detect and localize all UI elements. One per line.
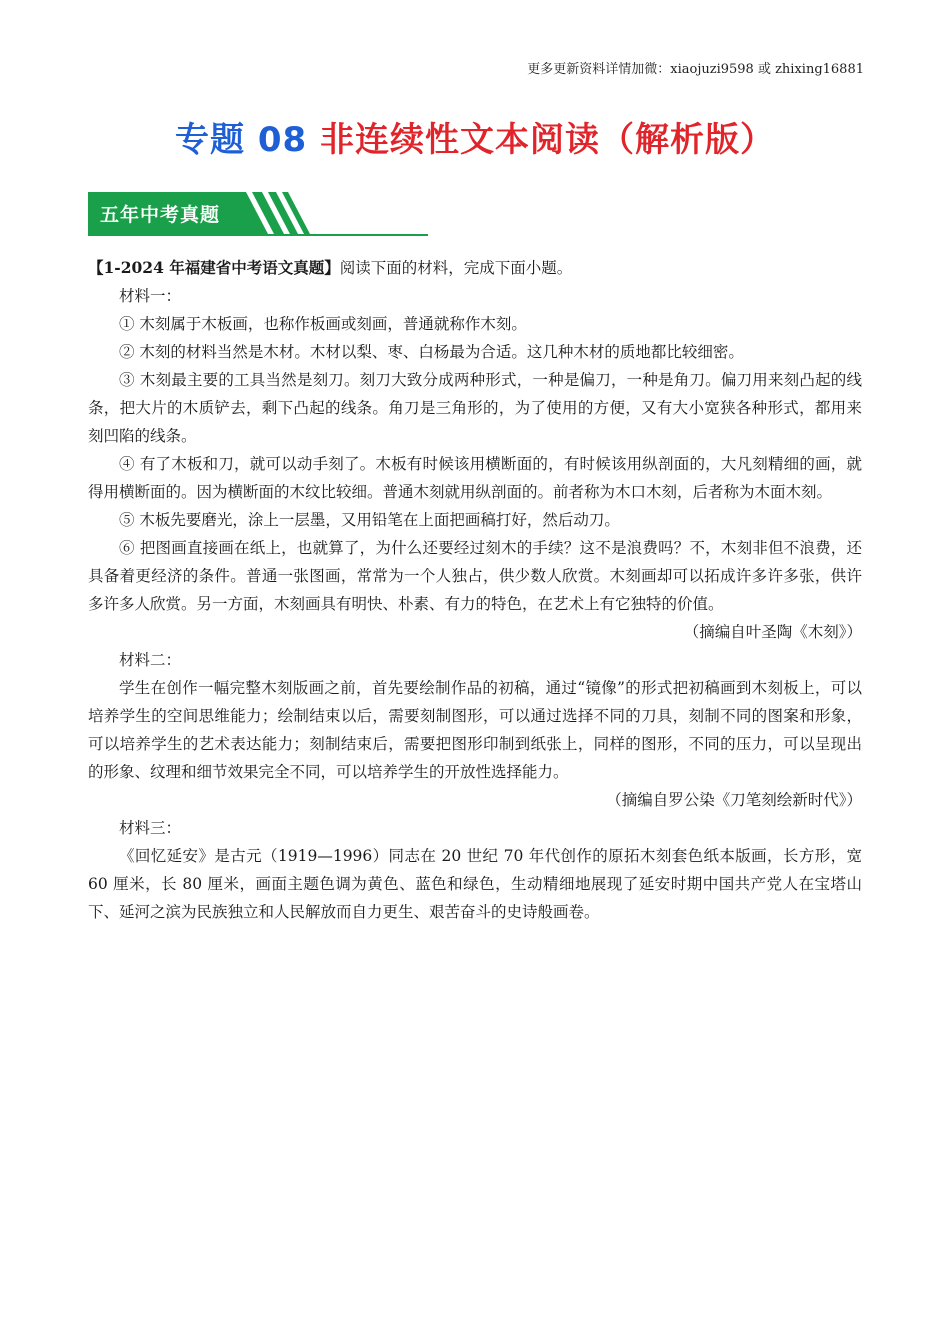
page-title	[0, 112, 950, 161]
document-body	[88, 254, 862, 926]
material1-paragraph: ② 木刻的材料当然是木材。木材以梨、枣、白杨最为合适。这几种木材的质地都比较细密。	[119, 343, 744, 361]
material1-paragraph: ⑤ 木板先要磨光，涂上一层墨，又用铅笔在上面把画稿打好，然后动刀。	[119, 511, 620, 529]
material1-paragraph: ① 木刻属于木板画，也称作板画或刻画，普通就称作木刻。	[119, 315, 527, 333]
material2-paragraph: 学生在创作一幅完整木刻版画之前，首先要绘制作品的初稿，通过“镜像”的形式把初稿画到木刻板上，可以培养学生的空间思维能力；绘制结束以后，需要刻制图形，可以通过选择不同的刀具，刻制不同的图案和形象，可以培养学生的艺术表达能力；刻制结束后，需要把图形印制到纸张上，同样的图形，不同的压力，可以呈现出的形象、纹理和细节效果完全不同，可以培养学生的开放性选择能力。	[88, 679, 862, 781]
title-topic-name: 非连续性文本阅读（解析版）	[320, 120, 775, 160]
material2-label: 材料二：	[119, 651, 182, 669]
material2-source: （摘编自罗公染《刀笔刻绘新时代》）	[606, 791, 862, 809]
material1-paragraph: ④ 有了木板和刀，就可以动手刻了。木板有时候该用横断面的，有时候该用纵剖面的，大凡刻精细的画，就得用横断面的。因为横断面的木纹比较细。普通木刻就用纵剖面的。前者称为木口木刻，后者称为木面木刻。	[88, 455, 862, 501]
header-note: 更多更新资料详情加微：xiaojuzi9598 或 zhixing16881	[527, 62, 864, 77]
section-banner	[88, 192, 428, 238]
material3-label: 材料三：	[119, 819, 182, 837]
material1-source: （摘编自叶圣陶《木刻》）	[683, 623, 862, 641]
material3-paragraph: 《回忆延安》是古元（1919—1996）同志在 20 世纪 70 年代创作的原拓木刻套色纸本版画，长方形，宽 60 厘米，长 80 厘米，画面主题色调为黄色、蓝色和绿色，生动精细地展现了延安时期中国共产党人在宝塔山下、延河之滨为民族独立和人民解放而自力更生、艰苦奋斗的史诗般画卷。	[88, 847, 862, 921]
question-header	[88, 254, 862, 282]
material1-paragraph: ⑥ 把图画直接画在纸上，也就算了，为什么还要经过刻木的手续？这不是浪费吗？不，木刻非但不浪费，还具备着更经济的条件。普通一张图画，常常为一个人独占，供少数人欣赏。木刻画却可以拓成许多许多张，供许多许多人欣赏。另一方面，木刻画具有明快、朴素、有力的特色，在艺术上有它独特的价值。	[88, 539, 862, 613]
material1-label: 材料一：	[119, 287, 182, 305]
question-instruction: 阅读下面的材料，完成下面小题。	[339, 259, 573, 277]
section-label: 五年中考真题	[100, 204, 221, 226]
question-tag: 【1-2024 年福建省中考语文真题】	[88, 258, 340, 277]
title-topic-number: 专题 08	[175, 120, 308, 160]
material1-paragraph: ③ 木刻最主要的工具当然是刻刀。刻刀大致分成两种形式，一种是偏刀，一种是角刀。偏刀用来刻凸起的线条，把大片的木质铲去，剩下凸起的线条。角刀是三角形的，为了使用的方便，又有大小宽狭各种形式，都用来刻凹陷的线条。	[88, 371, 862, 445]
